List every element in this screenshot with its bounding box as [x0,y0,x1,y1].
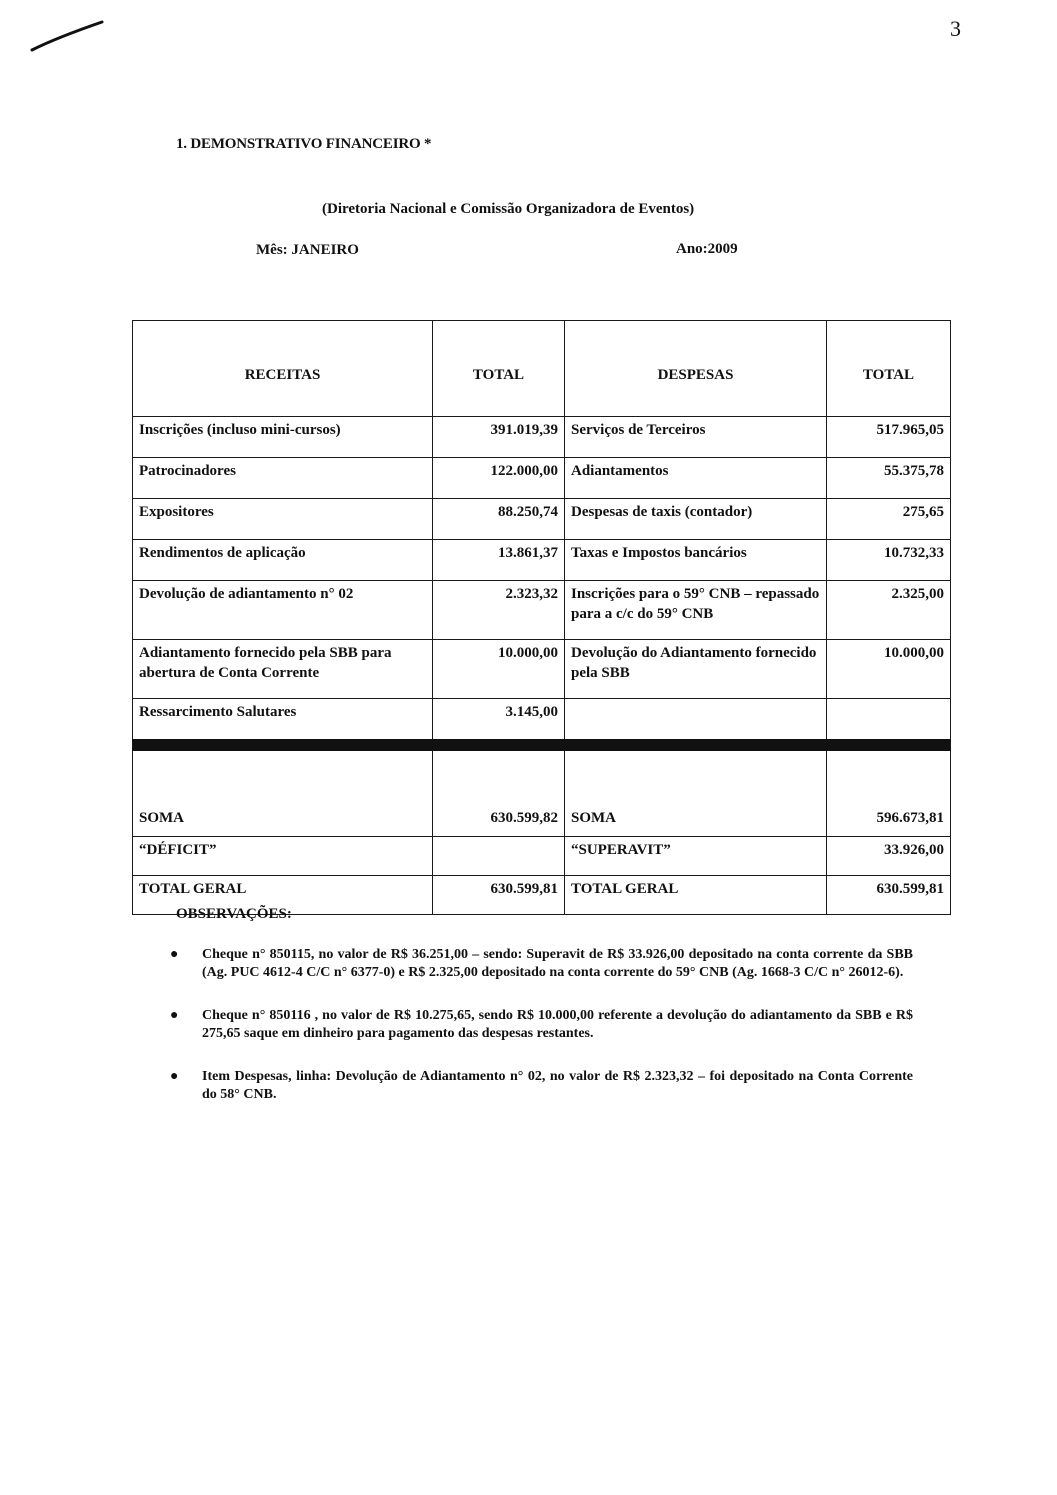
table-row [133,699,951,741]
observation-text: Cheque n° 850116 , no valor de R$ 10.275,65, sendo R$ 10.000,00 referente a devolução do adiantamento da SBB e R$ 275,65 saque em dinheiro para pagamento das despesas restantes. [202,1008,913,1041]
receita-label: Ressarcimento Salutares [133,699,433,741]
despesa-value: 2.325,00 [827,581,951,640]
observation-text: Item Despesas, linha: Devolução de Adiantamento n° 02, no valor de R$ 2.323,32 – foi depositado na Conta Corrente do 58° CNB. [202,1069,913,1102]
soma-despesas-value: 596.673,81 [827,750,951,837]
table-row [133,417,951,458]
despesa-value: 275,65 [827,499,951,540]
despesa-label: Serviços de Terceiros [565,417,827,458]
pen-stroke-mark [28,18,108,59]
receita-label: Inscrições (incluso mini-cursos) [133,417,433,458]
table-header-row [133,321,951,417]
observations-list [168,946,913,1129]
despesa-value: 517.965,05 [827,417,951,458]
receita-label: Devolução de adiantamento n° 02 [133,581,433,640]
table-row [133,540,951,581]
despesa-value: 55.375,78 [827,458,951,499]
receita-value: 391.019,39 [433,417,565,458]
financial-table [132,320,951,915]
list-item [168,946,913,982]
receita-value: 3.145,00 [433,699,565,741]
soma-despesas-label: SOMA [565,750,827,837]
bullet-icon: ● [170,1008,179,1023]
soma-receitas-value: 630.599,82 [433,750,565,837]
divider-bar [133,741,951,750]
total-geral-receitas-label: TOTAL GERAL [133,876,433,915]
despesa-value [827,699,951,741]
subtitle: (Diretoria Nacional e Comissão Organizadora de Eventos) [322,201,695,217]
list-item [168,1007,913,1043]
despesa-value: 10.732,33 [827,540,951,581]
bullet-icon: ● [170,947,179,962]
section-title: 1. DEMONSTRATIVO FINANCEIRO * [176,136,432,152]
receita-label: Expositores [133,499,433,540]
receita-value: 13.861,37 [433,540,565,581]
table-row [133,640,951,699]
list-item [168,1068,913,1104]
despesa-label: Taxas e Impostos bancários [565,540,827,581]
table-row [133,581,951,640]
deficit-value [433,837,565,876]
header-total-despesas: TOTAL [827,321,951,417]
observations-title: OBSERVAÇÕES: [176,906,292,922]
soma-receitas-label: SOMA [133,750,433,837]
receita-value: 10.000,00 [433,640,565,699]
bullet-icon: ● [170,1069,179,1084]
despesa-label: Adiantamentos [565,458,827,499]
observation-text: Cheque n° 850115, no valor de R$ 36.251,00 – sendo: Superavit de R$ 33.926,00 depositado na conta corrente da SBB (Ag. PUC 4612-4 C/C n° 6377-0) e R$ 2.325,00 depositado na conta corrente do 59° CNB (Ag. 1668-3 C/C n° 26012-6). [202,947,913,980]
deficit-label: “DÉFICIT” [133,837,433,876]
year-label: Ano:2009 [676,241,738,257]
header-receitas: RECEITAS [133,321,433,417]
soma-row [133,750,951,837]
receita-label: Rendimentos de aplicação [133,540,433,581]
table-row [133,499,951,540]
receita-label: Adiantamento fornecido pela SBB para abertura de Conta Corrente [133,640,433,699]
receita-value: 2.323,32 [433,581,565,640]
header-despesas: DESPESAS [565,321,827,417]
table-row [133,458,951,499]
despesa-label [565,699,827,741]
table-divider [133,741,951,750]
despesa-label: Despesas de taxis (contador) [565,499,827,540]
despesa-value: 10.000,00 [827,640,951,699]
receita-value: 88.250,74 [433,499,565,540]
receita-value: 122.000,00 [433,458,565,499]
despesa-label: Inscrições para o 59° CNB – repassado para a c/c do 59° CNB [565,581,827,640]
month-label: Mês: JANEIRO [256,242,359,258]
header-total-receitas: TOTAL [433,321,565,417]
resultado-row [133,837,951,876]
total-geral-despesas-label: TOTAL GERAL [565,876,827,915]
total-geral-despesas-value: 630.599,81 [827,876,951,915]
page-number: 3 [950,16,961,41]
despesa-label: Devolução do Adiantamento fornecido pela SBB [565,640,827,699]
superavit-value: 33.926,00 [827,837,951,876]
superavit-label: “SUPERAVIT” [565,837,827,876]
receita-label: Patrocinadores [133,458,433,499]
total-geral-receitas-value: 630.599,81 [433,876,565,915]
